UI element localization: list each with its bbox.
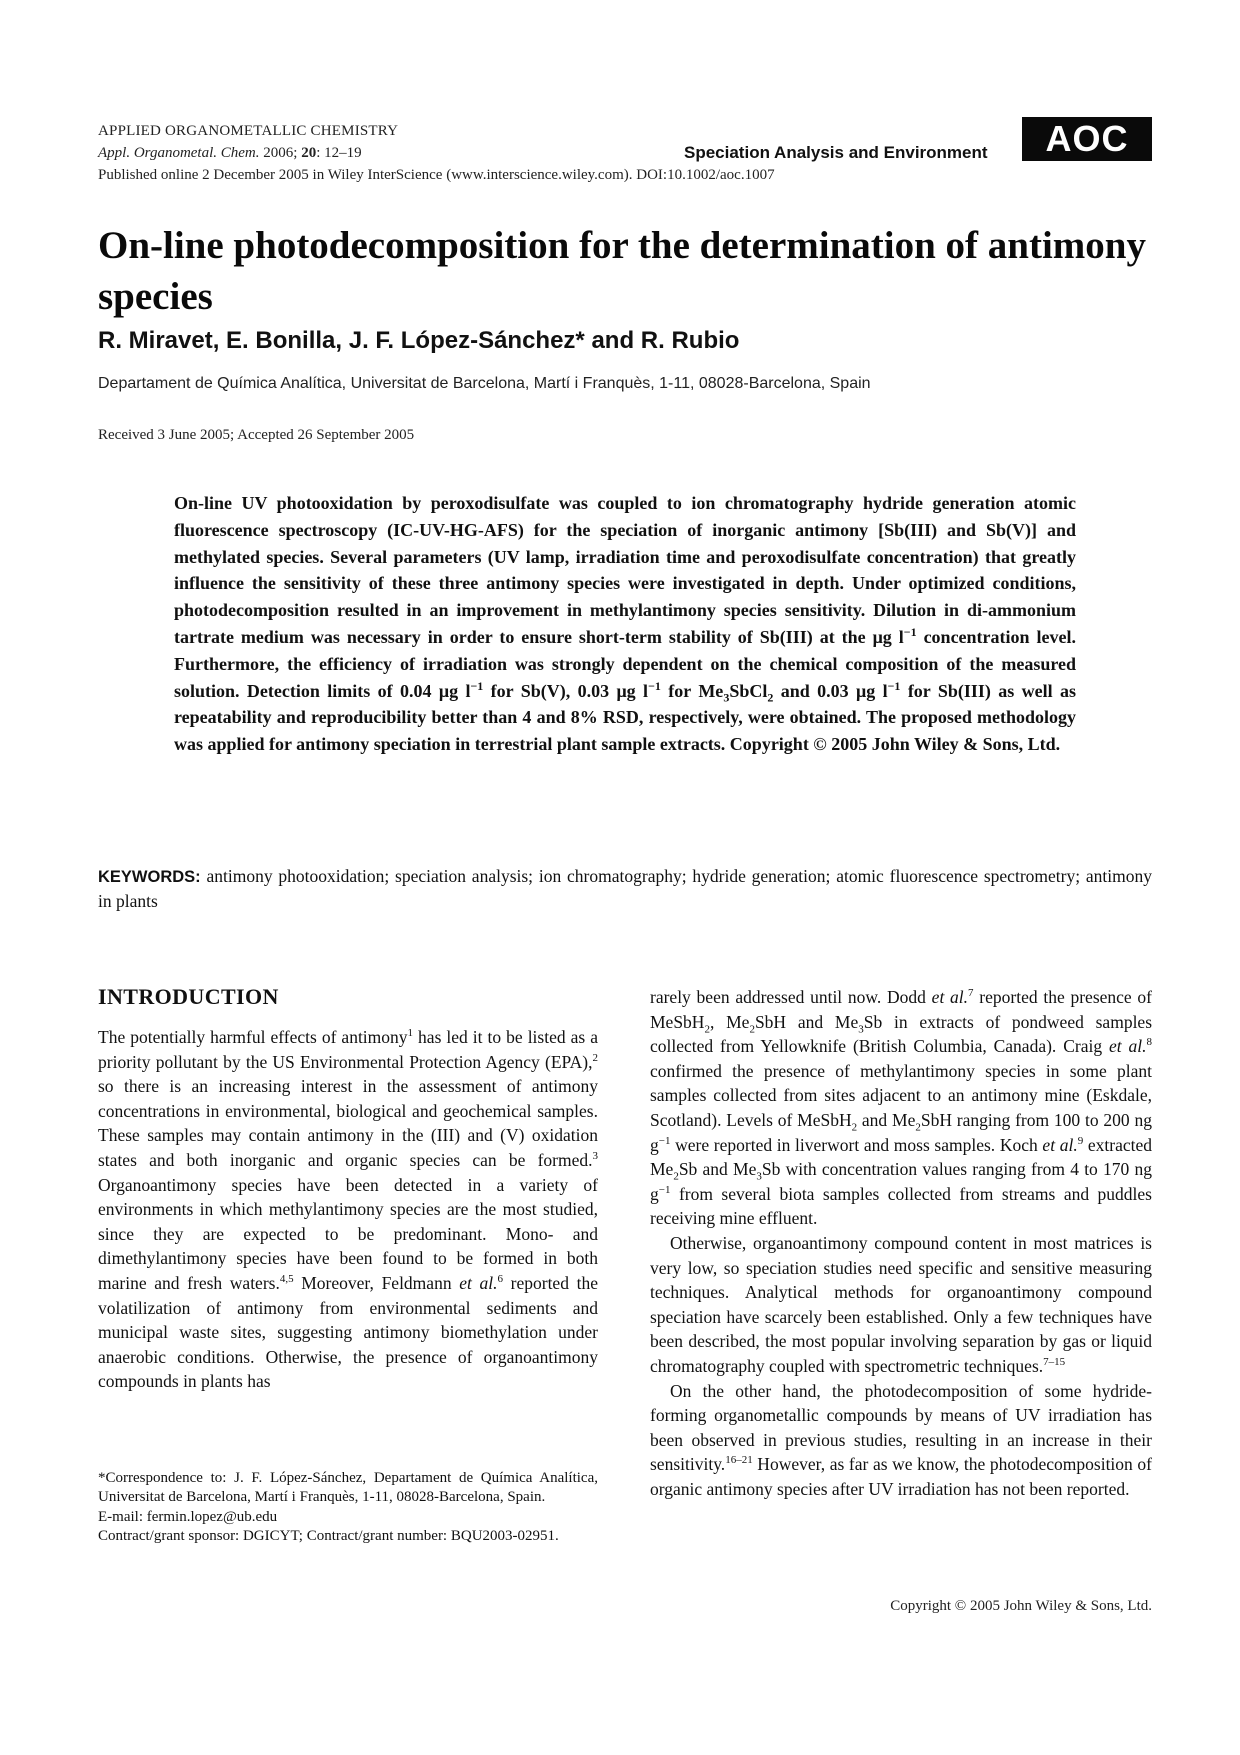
paragraph-2: Otherwise, organoantimony compound content in most matrices is very low, so speciation studies need specific and sensitive measuring techniques. Analytical methods for organoantimony compound speciation have scarcely been established. Only a few techniques have been described, the most popular involving separation by gas or liquid chromatography coupled with spectrometric techniques.$^{7-15}$ <box>650 1232 1152 1376</box>
correspondence-email[interactable]: E-mail: fermin.lopez@ub.edu <box>98 1508 278 1525</box>
journal-citation <box>98 143 362 163</box>
paragraph-3: On the other hand, the photodecomposition of some hydride-forming organometallic compounds by means of UV irradiation has been observed in previous studies, resulting in an increase in their sensitivity.$^{16-21}$ However, as far as we know, the photodecomposition of organic antimony species after UV irradiation has not been reported. <box>650 1380 1152 1499</box>
keywords-label: KEYWORDS: <box>98 868 201 886</box>
keywords-text: antimony photooxidation; speciation analysis; ion chromatography; hydride generation; atomic fluorescence spectrometry; antimony in plants <box>98 866 1152 911</box>
keywords <box>98 864 1152 913</box>
correspondence-footnote <box>98 1469 598 1547</box>
received-dates: Received 3 June 2005; Accepted 26 September 2005 <box>98 427 415 443</box>
section-heading-introduction: INTRODUCTION <box>98 984 279 1009</box>
author-affiliation: Departament de Química Analítica, Universitat de Barcelona, Martí i Franquès, 1-11, 08028-Barcelona, Spain <box>98 375 871 392</box>
grant-info: Contract/grant sponsor: DGICYT; Contract/grant number: BQU2003-02951. <box>98 1528 559 1545</box>
paragraph-1: rarely been addressed until now. Dodd et al.$^7$ reported the presence of MeSbH$_2$, $Me_2SbH$ and $Me_3Sb$ in extracts of pondweed samples collected from Yellowknife (British Columbia, Canada). Craig et al.$^8$ confirmed the presence of methylantimony species in some plant samples collected from sites adjacent to an antimony mine (Eskdale, Scotland). Levels of MeSbH$_2$ and $Me_2SbH$ ranging from 100 to 200 ng $g^{-1}$ were reported in liverwort and moss samples. Koch et al.$^9$ extracted $Me_2Sb$ and $Me_3Sb$ with concentration values ranging from 4 to 170 ng $g^{-1}$ from several biota samples collected from streams and puddles receiving mine effluent. <box>650 987 1153 1229</box>
section-label: Speciation Analysis and Environment <box>684 143 988 162</box>
citation-volume: 20 <box>301 145 317 161</box>
journal-name: APPLIED ORGANOMETALLIC CHEMISTRY <box>98 123 399 139</box>
citation-pages: : 12–19 <box>316 145 362 161</box>
correspondence-address: *Correspondence to: J. F. López-Sánchez, Departament de Química Analítica, Universitat de Barcelona, Martí i Franquès, 1-11, 08028-Barcelona, Spain. <box>98 1470 598 1506</box>
article-title: On-line photodecomposition for the determination of antimony species <box>98 224 1146 318</box>
citation-abbrev: Appl. Organometal. Chem. <box>98 145 260 161</box>
article-authors: R. Miravet, E. Bonilla, J. F. López-Sánchez* and R. Rubio <box>98 327 740 354</box>
journal-logo: AOC <box>1022 117 1152 161</box>
introduction-continued <box>650 985 1152 1501</box>
page-copyright: Copyright © 2005 John Wiley & Sons, Ltd. <box>890 1598 1152 1614</box>
citation-year: 2006; <box>263 145 298 161</box>
introduction-paragraph: The potentially harmful effects of antimony$^1$ has led it to be listed as a priority pollutant by the US Environmental Protection Agency (EPA),$^2$ so there is an increasing interest in the assessment of antimony concentrations in environmental, biological and geochemical samples. These samples may contain antimony in the (III) and (V) oxidation states and both inorganic and organic species can be formed.$^3$ Organoantimony species have been detected in a variety of environments in which methylantimony species are the most studied, since they are expected to be predominant. Mono- and dimethylantimony species have been found to be formed in both marine and fresh waters.$^{4,5}$ Moreover, Feldmann et al.$^6$ reported the volatilization of antimony from environmental sediments and municipal waste sites, suggesting antimony biomethylation under anaerobic conditions. Otherwise, the presence of organoantimony compounds in plants has <box>98 1027 598 1392</box>
abstract: On-line UV photooxidation by peroxodisulfate was coupled to ion chromatography hydride generation atomic fluorescence spectroscopy (IC-UV-HG-AFS) for the speciation of inorganic antimony [Sb(III) and Sb(V)] and methylated species. Several parameters (UV lamp, irradiation time and peroxodisulfate concentration) that greatly influence the sensitivity of these three antimony species were investigated in depth. Under optimized conditions, photodecomposition resulted in an improvement in methylantimony species sensitivity. Dilution in di-ammonium tartrate medium was necessary in order to ensure short-term stability of Sb(III) at the μg $l^{-1}$ concentration level. Furthermore, the efficiency of irradiation was strongly dependent on the chemical composition of the measured solution. Detection limits of 0.04 μg $l^{-1}$ for Sb(V), 0.03 μg $l^{-1}$ for $Me_3SbCl_2$ and 0.03 μg $l^{-1}$ for Sb(III) as well as repeatability and reproducibility better than 4 and 8% RSD, respectively, were obtained. The proposed methodology was applied for antimony speciation in terrestrial plant sample extracts. Copyright © 2005 John Wiley & Sons, Ltd. <box>174 493 1077 755</box>
publication-info: Published online 2 December 2005 in Wiley InterScience (www.interscience.wiley.com). DOI:10.1002/aoc.1007 <box>98 167 775 183</box>
